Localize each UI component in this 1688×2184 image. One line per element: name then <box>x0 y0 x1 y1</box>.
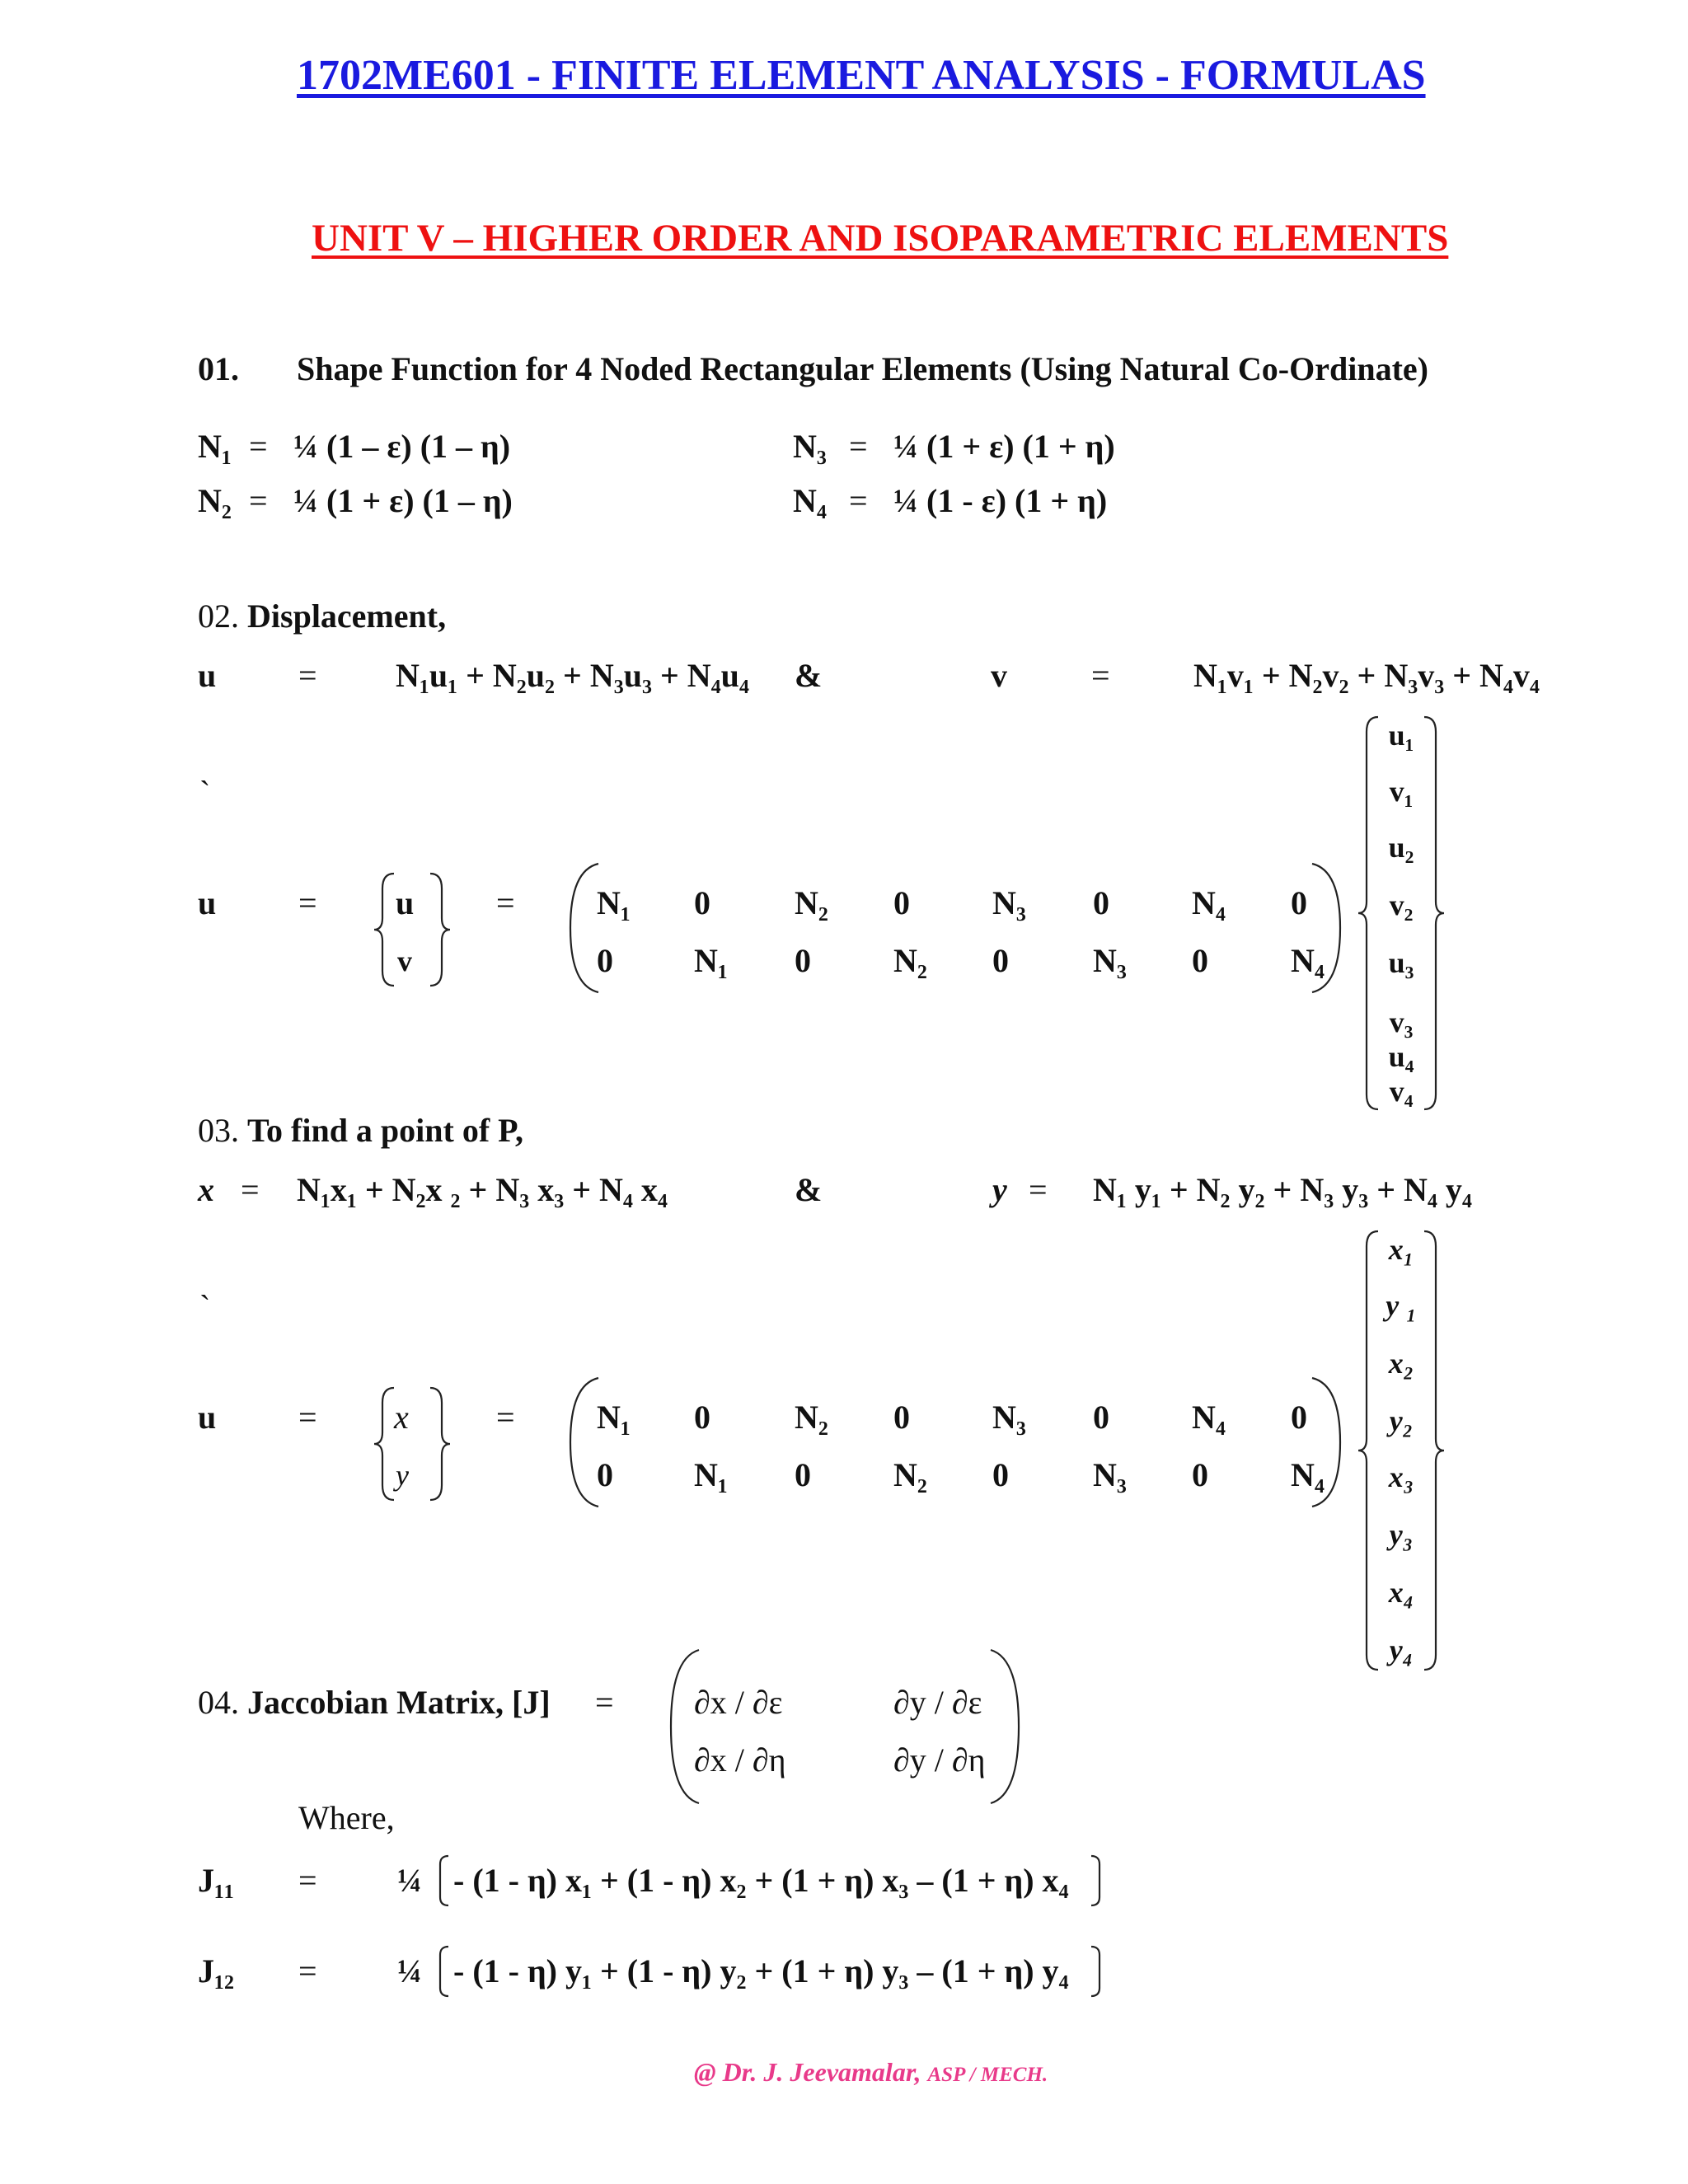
column-right-brace <box>1421 1230 1446 1671</box>
matrix-cell: N₁ <box>597 1399 631 1436</box>
footer-credit <box>694 2057 1048 2088</box>
matrix-cell: N₄ <box>1291 942 1325 979</box>
n3-label: N₃ <box>793 428 827 465</box>
jacobian-cell: ∂y / ∂η <box>893 1741 986 1779</box>
matrix-cell: 0 <box>1093 884 1109 921</box>
left-curly-brace <box>373 872 397 987</box>
jacobian-cell: ∂y / ∂ε <box>893 1684 982 1721</box>
equals-sign: = <box>298 657 317 694</box>
column-entry: v₄ <box>1389 1075 1414 1108</box>
matrix-cell: 0 <box>597 942 613 979</box>
matrix-cell: N₃ <box>1093 1456 1127 1493</box>
equals-sign: = <box>1029 1171 1048 1208</box>
matrix-cell: 0 <box>992 1456 1009 1493</box>
vector-entry-x: x <box>394 1399 409 1436</box>
section-4-number: 04. <box>198 1684 239 1721</box>
j12-expression: - (1 - η) y₁ + (1 - η) y₂ + (1 + η) y₃ – (1 + η) y₄ <box>453 1952 1069 1990</box>
u-symbol: u <box>198 884 217 921</box>
column-entry: y ₁ <box>1386 1289 1417 1322</box>
v-symbol: v <box>991 657 1007 694</box>
where-text: Where, <box>298 1799 395 1836</box>
footer-author: @ Dr. J. Jeevamalar, <box>694 2057 921 2087</box>
section-1-heading: Shape Function for 4 Noded Rectangular Elements (Using Natural Co-Ordinate) <box>297 350 1428 387</box>
ampersand: & <box>795 1171 823 1208</box>
matrix-cell: N₁ <box>694 1456 728 1493</box>
matrix-cell: N₃ <box>992 1399 1026 1436</box>
matrix-left-paren <box>567 862 600 994</box>
equals-sign: = <box>496 1399 515 1436</box>
matrix-cell: 0 <box>795 1456 811 1493</box>
x-symbol: x <box>198 1171 214 1208</box>
document-title: 1702ME601 - FINITE ELEMENT ANALYSIS - FORMULAS <box>297 52 1426 99</box>
matrix-cell: N₂ <box>893 1456 927 1493</box>
equals-sign: = <box>298 1862 317 1899</box>
equals-sign: = <box>595 1684 614 1721</box>
column-entry: y₄ <box>1389 1633 1414 1666</box>
matrix-cell: N₂ <box>795 1399 828 1436</box>
matrix-cell: 0 <box>1093 1399 1109 1436</box>
n1-label: N₁ <box>198 428 232 465</box>
column-entry: v₃ <box>1389 1005 1414 1038</box>
equals-sign: = <box>298 1952 317 1990</box>
n4-label: N₄ <box>793 482 827 519</box>
matrix-cell: N₄ <box>1192 884 1226 921</box>
j11-right-bracket <box>1088 1854 1104 1907</box>
vector-entry-v: v <box>397 944 412 977</box>
column-left-brace <box>1357 715 1381 1111</box>
u-symbol: u <box>198 1399 217 1436</box>
j12-right-bracket <box>1088 1945 1104 1998</box>
u-expression: N₁u₁ + N₂u₂ + N₃u₃ + N₄u₄ <box>396 657 749 694</box>
v-expression: N₁v₁ + N₂v₂ + N₃v₃ + N₄v₄ <box>1193 657 1540 694</box>
vector-entry-y: y <box>396 1459 409 1492</box>
column-right-brace <box>1421 715 1446 1111</box>
matrix-cell: N₂ <box>893 942 927 979</box>
unit-title: UNIT V – HIGHER ORDER AND ISOPARAMETRIC ELEMENTS <box>312 217 1449 260</box>
j11-left-bracket <box>435 1854 452 1907</box>
y-expression: N₁ y₁ + N₂ y₂ + N₃ y₃ + N₄ y₄ <box>1093 1171 1472 1208</box>
right-curly-brace <box>427 1386 452 1502</box>
column-entry: u₂ <box>1388 831 1414 864</box>
vector-entry-u: u <box>396 884 415 921</box>
n2-expression: ¼ (1 + ε) (1 – η) <box>293 482 513 519</box>
matrix-cell: N₃ <box>992 884 1026 921</box>
j11-label: J₁₁ <box>198 1862 234 1899</box>
equals-sign: = <box>241 1171 260 1208</box>
matrix-cell: 0 <box>992 942 1009 979</box>
column-entry: u₄ <box>1388 1040 1414 1073</box>
matrix-cell: 0 <box>597 1456 613 1493</box>
column-entry: y₂ <box>1389 1404 1414 1437</box>
u-symbol: u <box>198 657 217 694</box>
section-3-number: 03. <box>198 1112 239 1149</box>
column-entry: x₁ <box>1388 1233 1414 1266</box>
matrix-cell: 0 <box>795 942 811 979</box>
equals-sign: = <box>298 1399 317 1436</box>
stray-mark: ` <box>199 1288 211 1325</box>
column-entry: u₃ <box>1388 946 1414 979</box>
n4-expression: ¼ (1 - ε) (1 + η) <box>893 482 1108 519</box>
equals-sign: = <box>298 884 317 921</box>
jacobian-cell: ∂x / ∂ε <box>694 1684 783 1721</box>
equals-sign: = <box>849 428 868 465</box>
section-2-number: 02. <box>198 598 239 635</box>
jacobian-right-paren <box>989 1648 1022 1805</box>
matrix-cell: N₂ <box>795 884 828 921</box>
column-entry: u₁ <box>1388 719 1414 752</box>
quarter-factor: ¼ <box>397 1862 422 1899</box>
matrix-cell: 0 <box>893 1399 910 1436</box>
matrix-cell: N₁ <box>694 942 728 979</box>
section-3-heading: To find a point of P, <box>247 1112 523 1149</box>
j11-expression: - (1 - η) x₁ + (1 - η) x₂ + (1 + η) x₃ – (1 + η) x₄ <box>453 1862 1069 1899</box>
right-curly-brace <box>427 872 452 987</box>
matrix-left-paren <box>567 1376 600 1508</box>
matrix-cell: N₃ <box>1093 942 1127 979</box>
column-entry: v₁ <box>1389 775 1414 808</box>
n1-expression: ¼ (1 – ε) (1 – η) <box>293 428 511 465</box>
x-expression: N₁x₁ + N₂x ₂ + N₃ x₃ + N₄ x₄ <box>297 1171 668 1208</box>
column-entry: x₂ <box>1388 1347 1414 1380</box>
jacobian-left-paren <box>668 1648 701 1805</box>
j12-left-bracket <box>435 1945 452 1998</box>
column-entry: x₄ <box>1388 1576 1414 1609</box>
column-left-brace <box>1357 1230 1381 1671</box>
matrix-cell: 0 <box>1192 1456 1208 1493</box>
section-2-heading: Displacement, <box>247 598 447 635</box>
j12-label: J₁₂ <box>198 1952 234 1990</box>
section-4-heading: Jaccobian Matrix, [J] <box>247 1684 551 1721</box>
footer-role: ASP / MECH. <box>927 2064 1048 2086</box>
matrix-cell: N₄ <box>1192 1399 1226 1436</box>
equals-sign: = <box>249 428 268 465</box>
n3-expression: ¼ (1 + ε) (1 + η) <box>893 428 1115 465</box>
column-entry: v₂ <box>1389 888 1414 921</box>
y-symbol: y <box>992 1171 1007 1208</box>
matrix-cell: 0 <box>1291 884 1307 921</box>
matrix-cell: N₁ <box>597 884 631 921</box>
equals-sign: = <box>1091 657 1110 694</box>
n2-label: N₂ <box>198 482 232 519</box>
matrix-cell: 0 <box>893 884 910 921</box>
column-entry: y₃ <box>1389 1518 1414 1551</box>
matrix-cell: 0 <box>1291 1399 1307 1436</box>
ampersand: & <box>795 657 823 694</box>
matrix-cell: 0 <box>1192 942 1208 979</box>
matrix-cell: N₄ <box>1291 1456 1325 1493</box>
equals-sign: = <box>249 482 268 519</box>
equals-sign: = <box>849 482 868 519</box>
section-1-number: 01. <box>198 350 239 387</box>
jacobian-cell: ∂x / ∂η <box>694 1741 786 1779</box>
quarter-factor: ¼ <box>397 1952 422 1990</box>
matrix-cell: 0 <box>694 1399 710 1436</box>
matrix-cell: 0 <box>694 884 710 921</box>
column-entry: x₃ <box>1388 1460 1414 1493</box>
equals-sign: = <box>496 884 515 921</box>
stray-mark: ` <box>199 774 211 811</box>
